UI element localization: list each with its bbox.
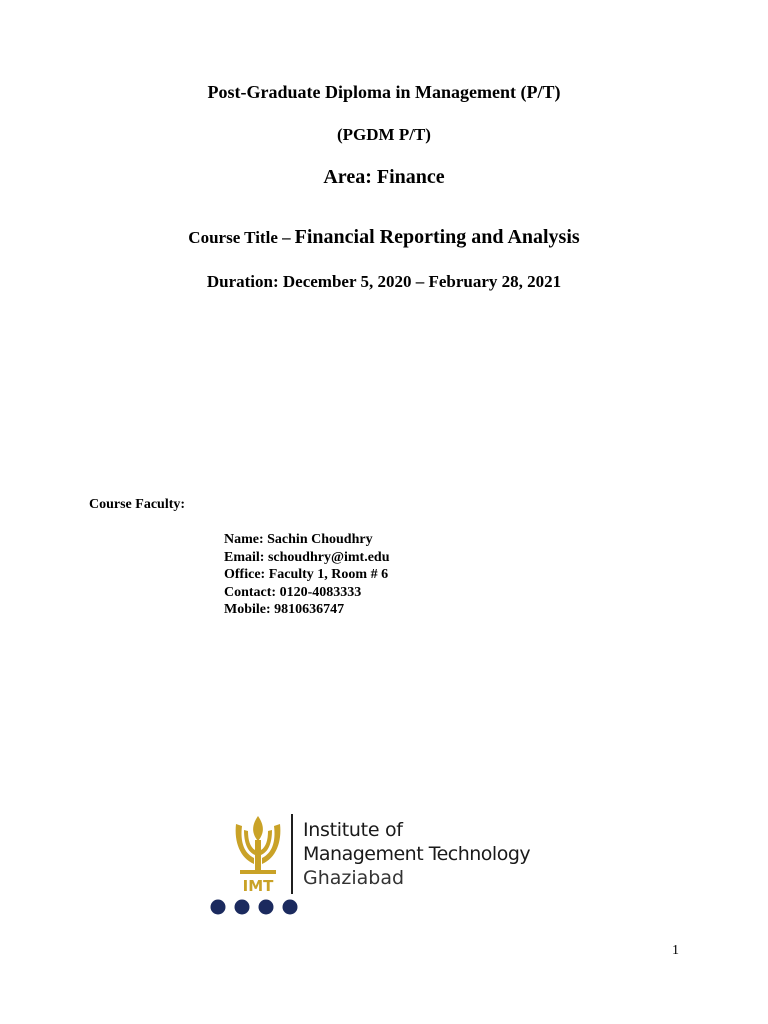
page-number: 1 — [672, 943, 679, 958]
course-duration: Duration: December 5, 2020 – February 28, 2021 — [206, 272, 562, 291]
logo-dots-icon — [209, 898, 301, 916]
course-title-line — [0, 226, 768, 249]
imt-emblem-icon — [230, 814, 286, 896]
logo-wordmark — [303, 818, 530, 890]
logo-line-city: Ghaziabad — [303, 867, 405, 889]
course-faculty-heading: Course Faculty: — [89, 497, 186, 512]
imt-emblem-text: IMT — [242, 877, 274, 895]
course-title: Financial Reporting and Analysis — [294, 226, 580, 248]
faculty-name: Name: Sachin Choudhry — [224, 532, 373, 547]
imt-logo — [200, 808, 570, 920]
faculty-contact: Contact: 0120-4083333 — [224, 584, 362, 600]
logo-line-management: Management Technology — [303, 843, 531, 865]
logo-divider — [291, 814, 293, 894]
area-heading: Area: Finance — [323, 166, 445, 188]
faculty-email: Email: schoudhry@imt.edu — [224, 549, 390, 565]
faculty-office: Office: Faculty 1, Room # 6 — [224, 567, 389, 582]
logo-line-institute: Institute of — [303, 819, 403, 841]
faculty-details — [224, 531, 389, 619]
faculty-mobile: Mobile: 9810636747 — [224, 602, 345, 617]
course-title-label: Course Title – — [188, 228, 291, 247]
program-title: Post-Graduate Diploma in Management (P/T) — [207, 82, 561, 102]
program-abbreviation: (PGDM P/T) — [337, 125, 431, 144]
